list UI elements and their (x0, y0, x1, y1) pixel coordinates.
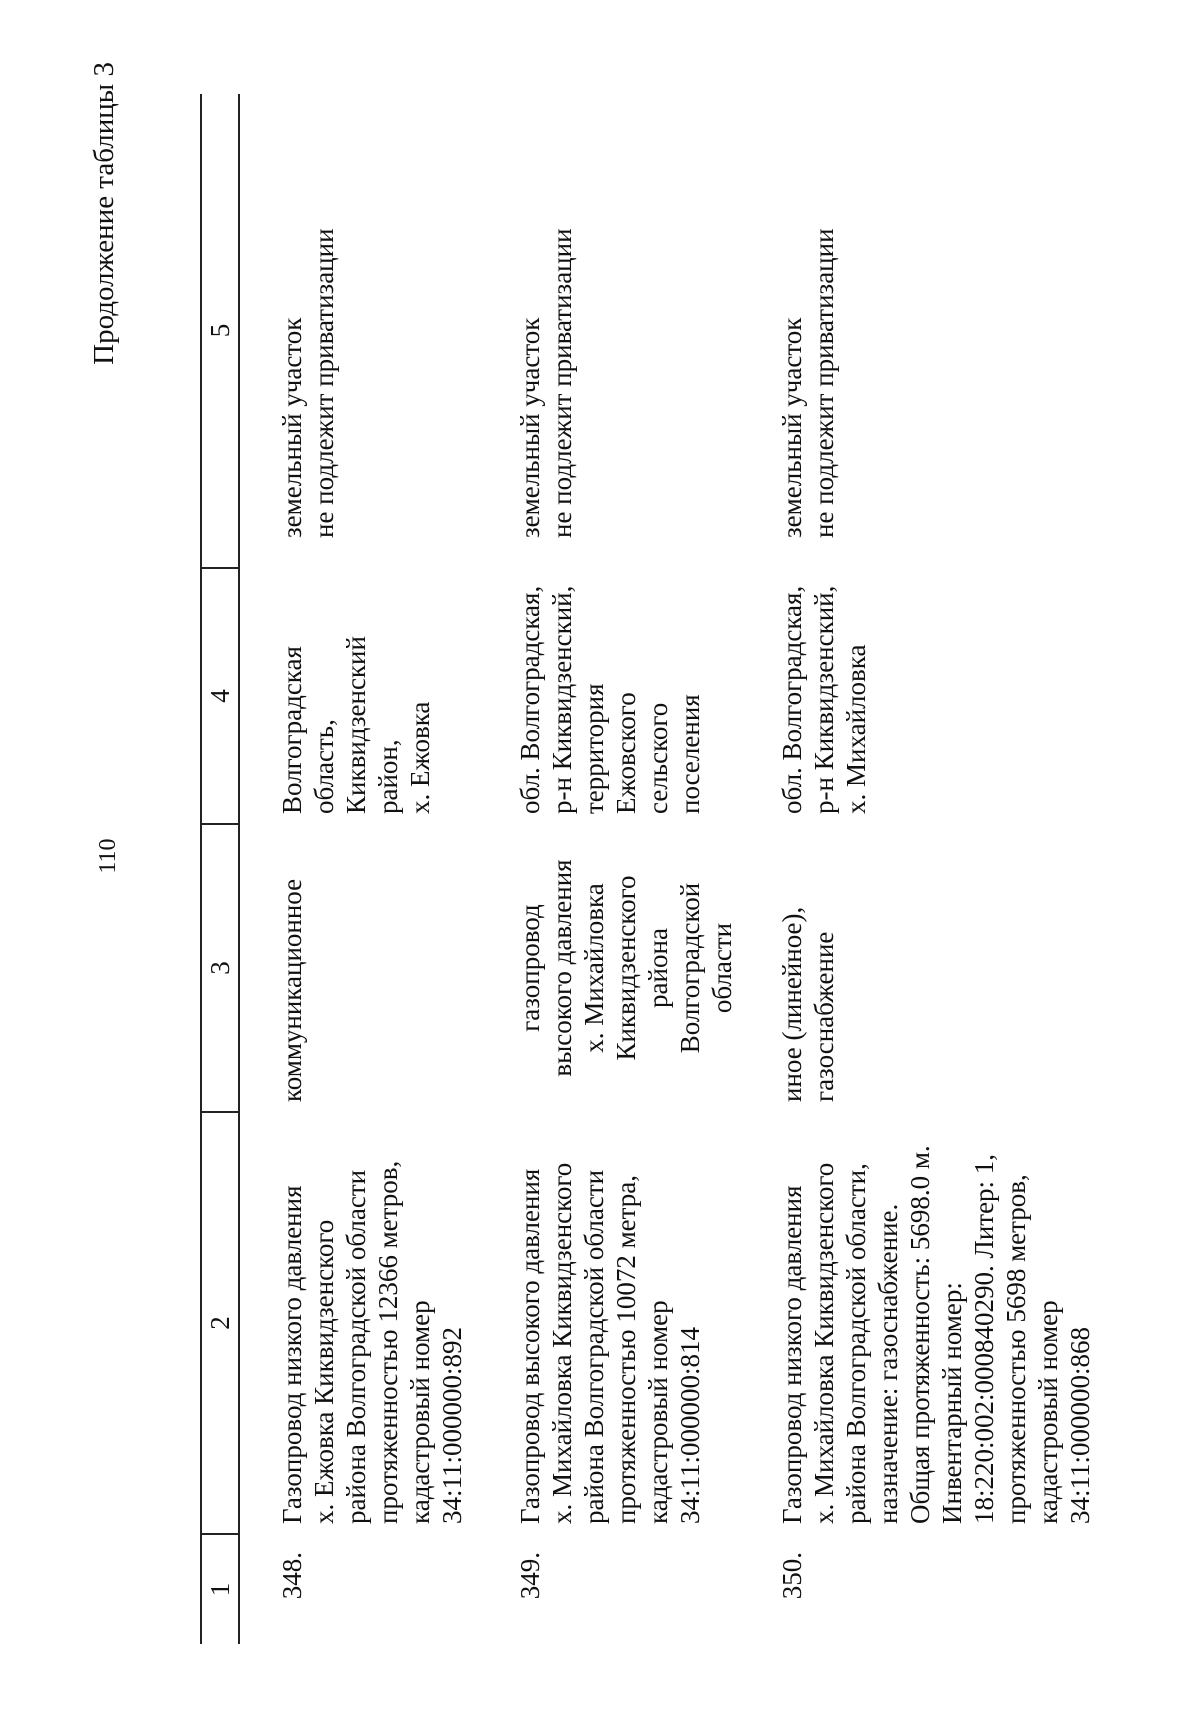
table-row (738, 94, 1096, 1644)
table-row (468, 94, 738, 1644)
object-purpose: коммуникационное (277, 878, 307, 1102)
object-name: Газопровод высокого давления х. Михайловка Киквидзенского района Волгоградской области протяженностью 10072 метра, кадастровый номер 34:11:000000:814 (515, 1162, 705, 1524)
column-header-2: 2 (201, 1112, 239, 1534)
table-continuation-label: Продолжение таблицы 3 (88, 62, 120, 365)
object-notes: земельный участок не подлежит приватизации (777, 228, 839, 538)
object-name: Газопровод низкого давления х. Ежовка Киквидзенского района Волгоградской области протяженностью 12366 метров, кадастровый номер 34:11:000000:892 (277, 1160, 467, 1524)
header-row (201, 94, 239, 1644)
row-number: 348. (277, 1552, 307, 1600)
object-name: Газопровод низкого давления х. Михайловка Киквидзенского района Волгоградской области, назначение: газоснабжение. Общая протяженность: 5698.0 м. Инвентарный номер: 18:220:002:000840290. Литер: 1, протяженностью 5698 метров, кадастровый номер 34:11:000000:868 (777, 1145, 1095, 1524)
property-table (200, 94, 1096, 1644)
object-address: обл. Волгоградская, р-н Киквидзенский, территория Ежовского сельского поселения (515, 585, 705, 814)
column-header-4: 4 (201, 568, 239, 824)
object-address: Волгоградская область, Киквидзенский район, х. Ежовка (277, 636, 435, 814)
row-number: 350. (777, 1552, 807, 1600)
object-notes: земельный участок не подлежит приватизации (515, 228, 577, 538)
column-header-3: 3 (201, 824, 239, 1112)
table-header (201, 94, 239, 1644)
object-purpose: газопровод высокого давления х. Михайловка Киквидзенского района Волгоградской области (515, 859, 737, 1077)
object-purpose: иное (линейное), газоснабжение (777, 906, 839, 1102)
table-row (239, 94, 468, 1644)
table-body (239, 94, 1096, 1644)
object-address: обл. Волгоградская, р-н Киквидзенский, х. Михайловка (777, 585, 871, 814)
object-notes: земельный участок не подлежит приватизации (277, 228, 339, 538)
page-number: 110 (95, 838, 121, 874)
column-header-1: 1 (201, 1534, 239, 1644)
row-number: 349. (515, 1552, 545, 1600)
column-header-5: 5 (201, 94, 239, 568)
